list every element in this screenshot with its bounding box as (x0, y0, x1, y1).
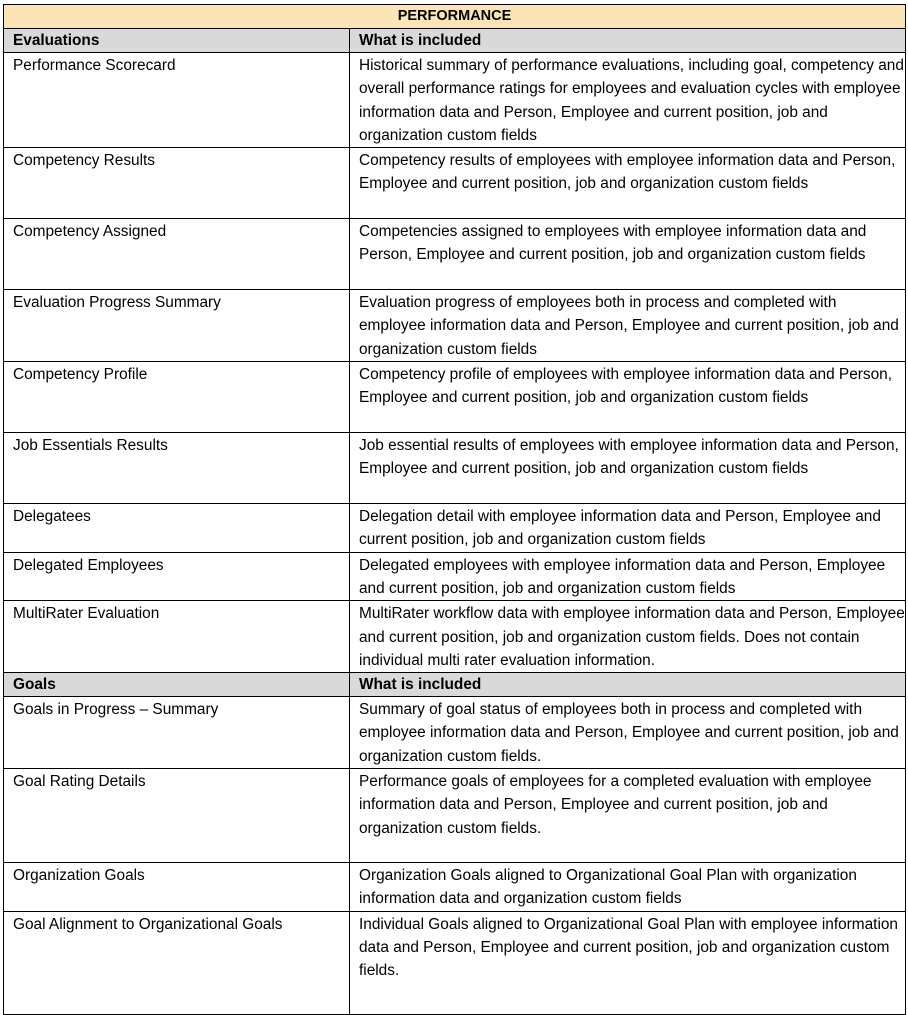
table-row (4, 601, 906, 673)
report-description: Competencies assigned to employees with employee information data and Person, Employee and current position, job and organization custom fields (350, 219, 906, 290)
report-description: Competency profile of employees with employee information data and Person, Employee and current position, job and organization custom fields (350, 362, 906, 433)
report-name: Competency Results (4, 148, 350, 219)
table-row (4, 504, 906, 553)
table-row (4, 148, 906, 219)
table-row (4, 863, 906, 912)
report-description: Historical summary of performance evaluations, including goal, competency and overall performance ratings for employees and evaluation cycles with employee information data and Person, Employee and current position, job and organization custom fields (350, 53, 906, 148)
table-row (4, 769, 906, 863)
report-description: Individual Goals aligned to Organizational Goal Plan with employee information data and Person, Employee and current position, job and organization custom fields. (350, 911, 906, 1014)
section-heading: Evaluations (4, 29, 350, 53)
table-title-row (4, 5, 906, 29)
report-description: Job essential results of employees with employee information data and Person, Employee and current position, job and organization custom fields (350, 433, 906, 504)
report-description: Organization Goals aligned to Organizational Goal Plan with organization information data and organization custom fields (350, 863, 906, 912)
report-name: Competency Profile (4, 362, 350, 433)
report-description: Delegation detail with employee information data and Person, Employee and current position, job and organization custom fields (350, 504, 906, 553)
section-header-evaluations (4, 29, 906, 53)
section-heading: Goals (4, 673, 350, 697)
report-name: Job Essentials Results (4, 433, 350, 504)
report-name: MultiRater Evaluation (4, 601, 350, 673)
section-description-heading: What is included (350, 673, 906, 697)
table-row (4, 219, 906, 290)
report-name: Delegated Employees (4, 552, 350, 601)
report-name: Evaluation Progress Summary (4, 290, 350, 362)
report-description: Evaluation progress of employees both in process and completed with employee information data and Person, Employee and current position, job and organization custom fields (350, 290, 906, 362)
report-name: Goals in Progress – Summary (4, 697, 350, 769)
table-row (4, 53, 906, 148)
table-row (4, 362, 906, 433)
section-description-heading: What is included (350, 29, 906, 53)
table-row (4, 290, 906, 362)
report-name: Goal Alignment to Organizational Goals (4, 911, 350, 1014)
report-name: Goal Rating Details (4, 769, 350, 863)
report-name: Organization Goals (4, 863, 350, 912)
report-name: Performance Scorecard (4, 53, 350, 148)
report-description: Summary of goal status of employees both in process and completed with employee information data and Person, Employee and current position, job and organization custom fields. (350, 697, 906, 769)
report-description: MultiRater workflow data with employee information data and Person, Employee and current position, job and organization custom fields. Does not contain individual multi rater evaluation information. (350, 601, 906, 673)
table-title: PERFORMANCE (4, 5, 906, 29)
table-row (4, 552, 906, 601)
table-row (4, 433, 906, 504)
report-description: Competency results of employees with employee information data and Person, Employee and current position, job and organization custom fields (350, 148, 906, 219)
report-name: Delegatees (4, 504, 350, 553)
performance-table (3, 4, 906, 1015)
table-row (4, 911, 906, 1014)
table-row (4, 697, 906, 769)
report-description: Performance goals of employees for a completed evaluation with employee information data and Person, Employee and current position, job and organization custom fields. (350, 769, 906, 863)
report-description: Delegated employees with employee information data and Person, Employee and current position, job and organization custom fields (350, 552, 906, 601)
report-name: Competency Assigned (4, 219, 350, 290)
section-header-goals (4, 673, 906, 697)
